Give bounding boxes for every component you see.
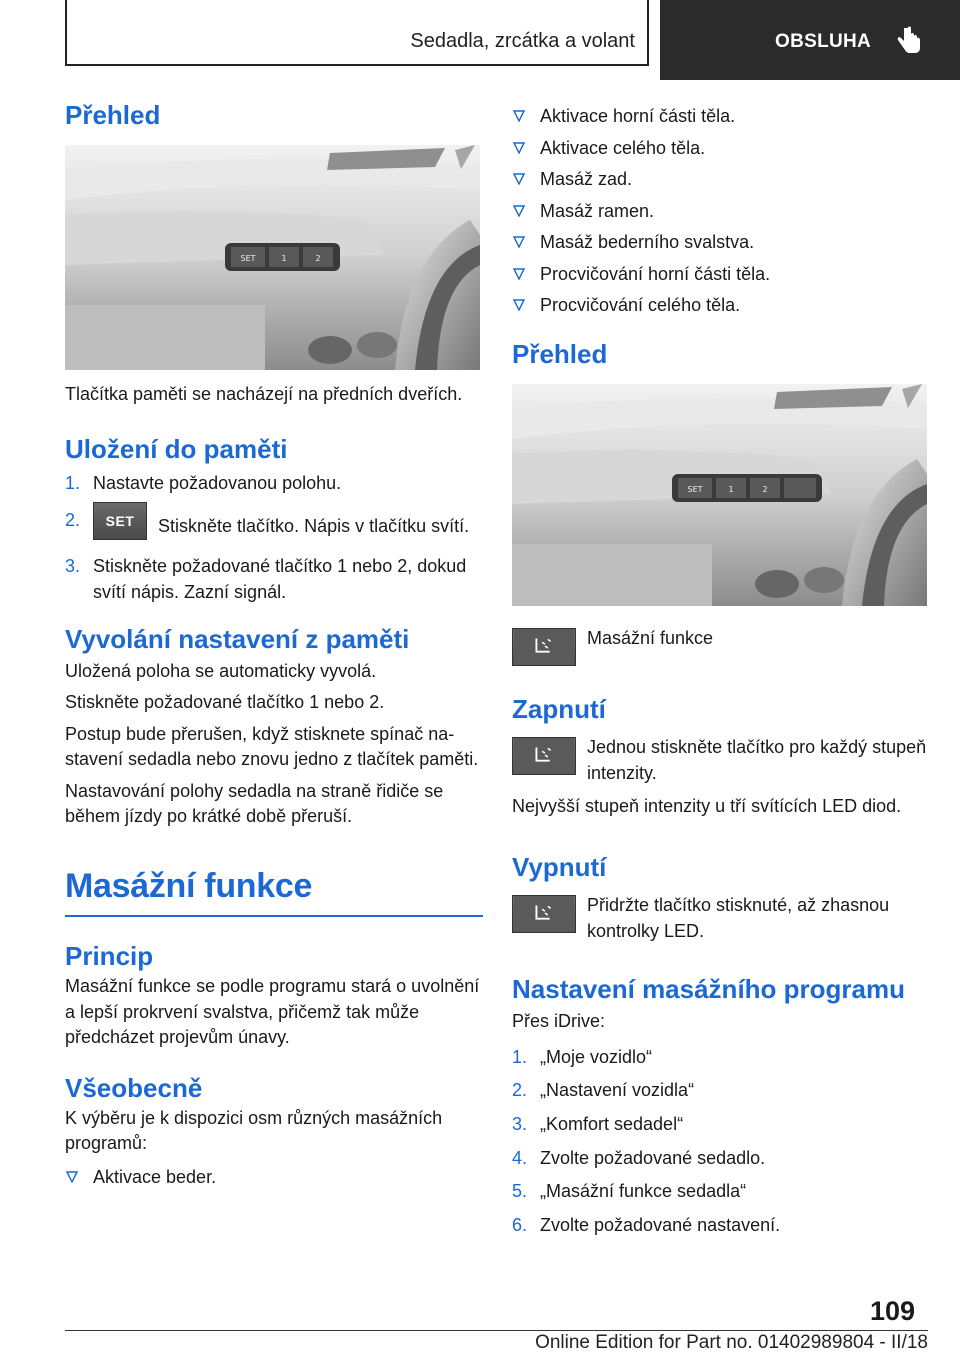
left-column [65, 100, 483, 1196]
list-item: Masáž ramen. [512, 199, 930, 225]
general-text: K výběru je k dispozici osm různých masážních programů: [65, 1107, 443, 1154]
list-item: 6. Zvolte požadované nastavení. [512, 1214, 781, 1235]
principle-text: Masážní funkce se podle programu stará o uvolnění a lepší prokrvení svalstva, přičemž tak může předcházet projevům únavy. [65, 976, 480, 1048]
general-heading: Všeobecně [65, 1072, 203, 1103]
list-item: Procvičování horní části těla. [512, 262, 930, 288]
triangle-bullet-icon [513, 110, 525, 122]
on-text: Jednou stiskněte tlačítko pro každý stupeň intenzity. [587, 737, 927, 783]
list-item: Aktivace horní části těla. [512, 104, 930, 130]
list-item: 5. „Masážní funkce sedadla“ [512, 1181, 747, 1202]
list-item: Masáž zad. [512, 167, 930, 193]
programs-list-start [65, 1165, 483, 1191]
set-button-icon: SET [93, 502, 147, 540]
off-text: Přidržte tlačítko stisknuté, až zhasnou kontrolky LED. [587, 895, 890, 941]
save-heading: Uložení do paměti [65, 433, 288, 464]
hand-pointer-icon [896, 26, 922, 56]
list-item: 3. Stiskněte požadované tlačítko 1 nebo 2, dokud svítí nápis. Zazní signál. [65, 556, 467, 603]
massage-icon-caption-row [512, 626, 930, 668]
list-item: Aktivace celého těla. [512, 136, 930, 162]
list-item: 1. Nastavte požadovanou polohu. [65, 472, 342, 493]
overview-heading: Přehled [65, 100, 161, 130]
list-item: 2. SET Stiskněte tlačítko. Nápis v tlačítku svítí. [65, 508, 483, 546]
massage-heading-rule [65, 915, 483, 917]
seat-massage-buttons-photo [512, 384, 927, 606]
header-divider-right [647, 0, 649, 66]
photo-button-set: SET [240, 254, 256, 264]
triangle-bullet-icon [513, 205, 525, 217]
list-item: 1. „Moje vozidlo“ [512, 1046, 653, 1067]
photo-button-set: SET [687, 485, 703, 495]
page-number: 109 [870, 1296, 916, 1326]
save-steps [65, 471, 483, 606]
program-steps [512, 1045, 930, 1238]
list-item: Masáž bederního svalstva. [512, 230, 930, 256]
photo-caption: Tlačítka paměti se nacházejí na předních dveřích. [65, 384, 463, 405]
list-item: 3. „Komfort sedadel“ [512, 1113, 684, 1134]
massage-icon-caption: Masážní funkce [587, 628, 714, 649]
triangle-bullet-icon [513, 268, 525, 280]
list-item: Aktivace beder. [65, 1165, 483, 1191]
on-row [512, 735, 930, 786]
recall-text-1: Uložená poloha se automaticky vyvolá. [65, 660, 377, 681]
off-row [512, 893, 930, 944]
footer-edition: Online Edition for Part no. 01402989804 - II/18 [535, 1332, 928, 1353]
recall-text-2: Stiskněte požadované tlačítko 1 nebo 2. [65, 692, 385, 713]
triangle-bullet-icon [513, 236, 525, 248]
overview-heading-2: Přehled [512, 338, 608, 369]
triangle-bullet-icon [513, 173, 525, 185]
seat-massage-icon [512, 895, 576, 933]
on-heading: Zapnutí [512, 694, 606, 725]
list-item: 2. „Nastavení vozidla“ [512, 1080, 695, 1101]
photo-button-1: 1 [281, 254, 287, 264]
program-intro: Přes iDrive: [512, 1011, 606, 1032]
door-memory-buttons-photo [65, 145, 480, 370]
photo-button-1: 1 [728, 485, 734, 495]
photo-button-2: 2 [762, 485, 768, 495]
list-item: Procvičování celého těla. [512, 293, 930, 319]
photo-button-2: 2 [315, 254, 321, 264]
right-column [512, 100, 930, 1246]
massage-heading: Masážní funkce [65, 867, 313, 906]
list-item: 4. Zvolte požadované sedadlo. [512, 1147, 766, 1168]
principle-heading: Princip [65, 940, 154, 971]
seat-massage-icon [512, 628, 576, 666]
triangle-bullet-icon [66, 1171, 78, 1183]
header-tab-label: OBSLUHA [775, 31, 872, 52]
off-heading: Vypnutí [512, 851, 607, 882]
programs-list [512, 104, 930, 319]
header-underline [65, 64, 649, 66]
program-heading: Nastavení masážního programu [512, 974, 905, 1005]
triangle-bullet-icon [513, 142, 525, 154]
header-section-title: Sedadla, zrcátka a volant [410, 30, 635, 52]
on-note: Nejvyšší stupeň intenzity u tří svítících LED diod. [512, 796, 902, 817]
header-divider-left [65, 0, 67, 66]
recall-heading: Vyvolání nastavení z paměti [65, 623, 410, 654]
triangle-bullet-icon [513, 299, 525, 311]
recall-text-3: Postup bude přerušen, když stisknete spínač nastavení sedadla nebo znovu jedno z tlačítek paměti. [65, 723, 479, 770]
footer-rule [65, 1330, 928, 1331]
seat-massage-icon [512, 737, 576, 775]
recall-text-4: Nastavování polohy sedadla na straně řidiče se během jízdy po krátké době přeruší. [65, 780, 444, 827]
